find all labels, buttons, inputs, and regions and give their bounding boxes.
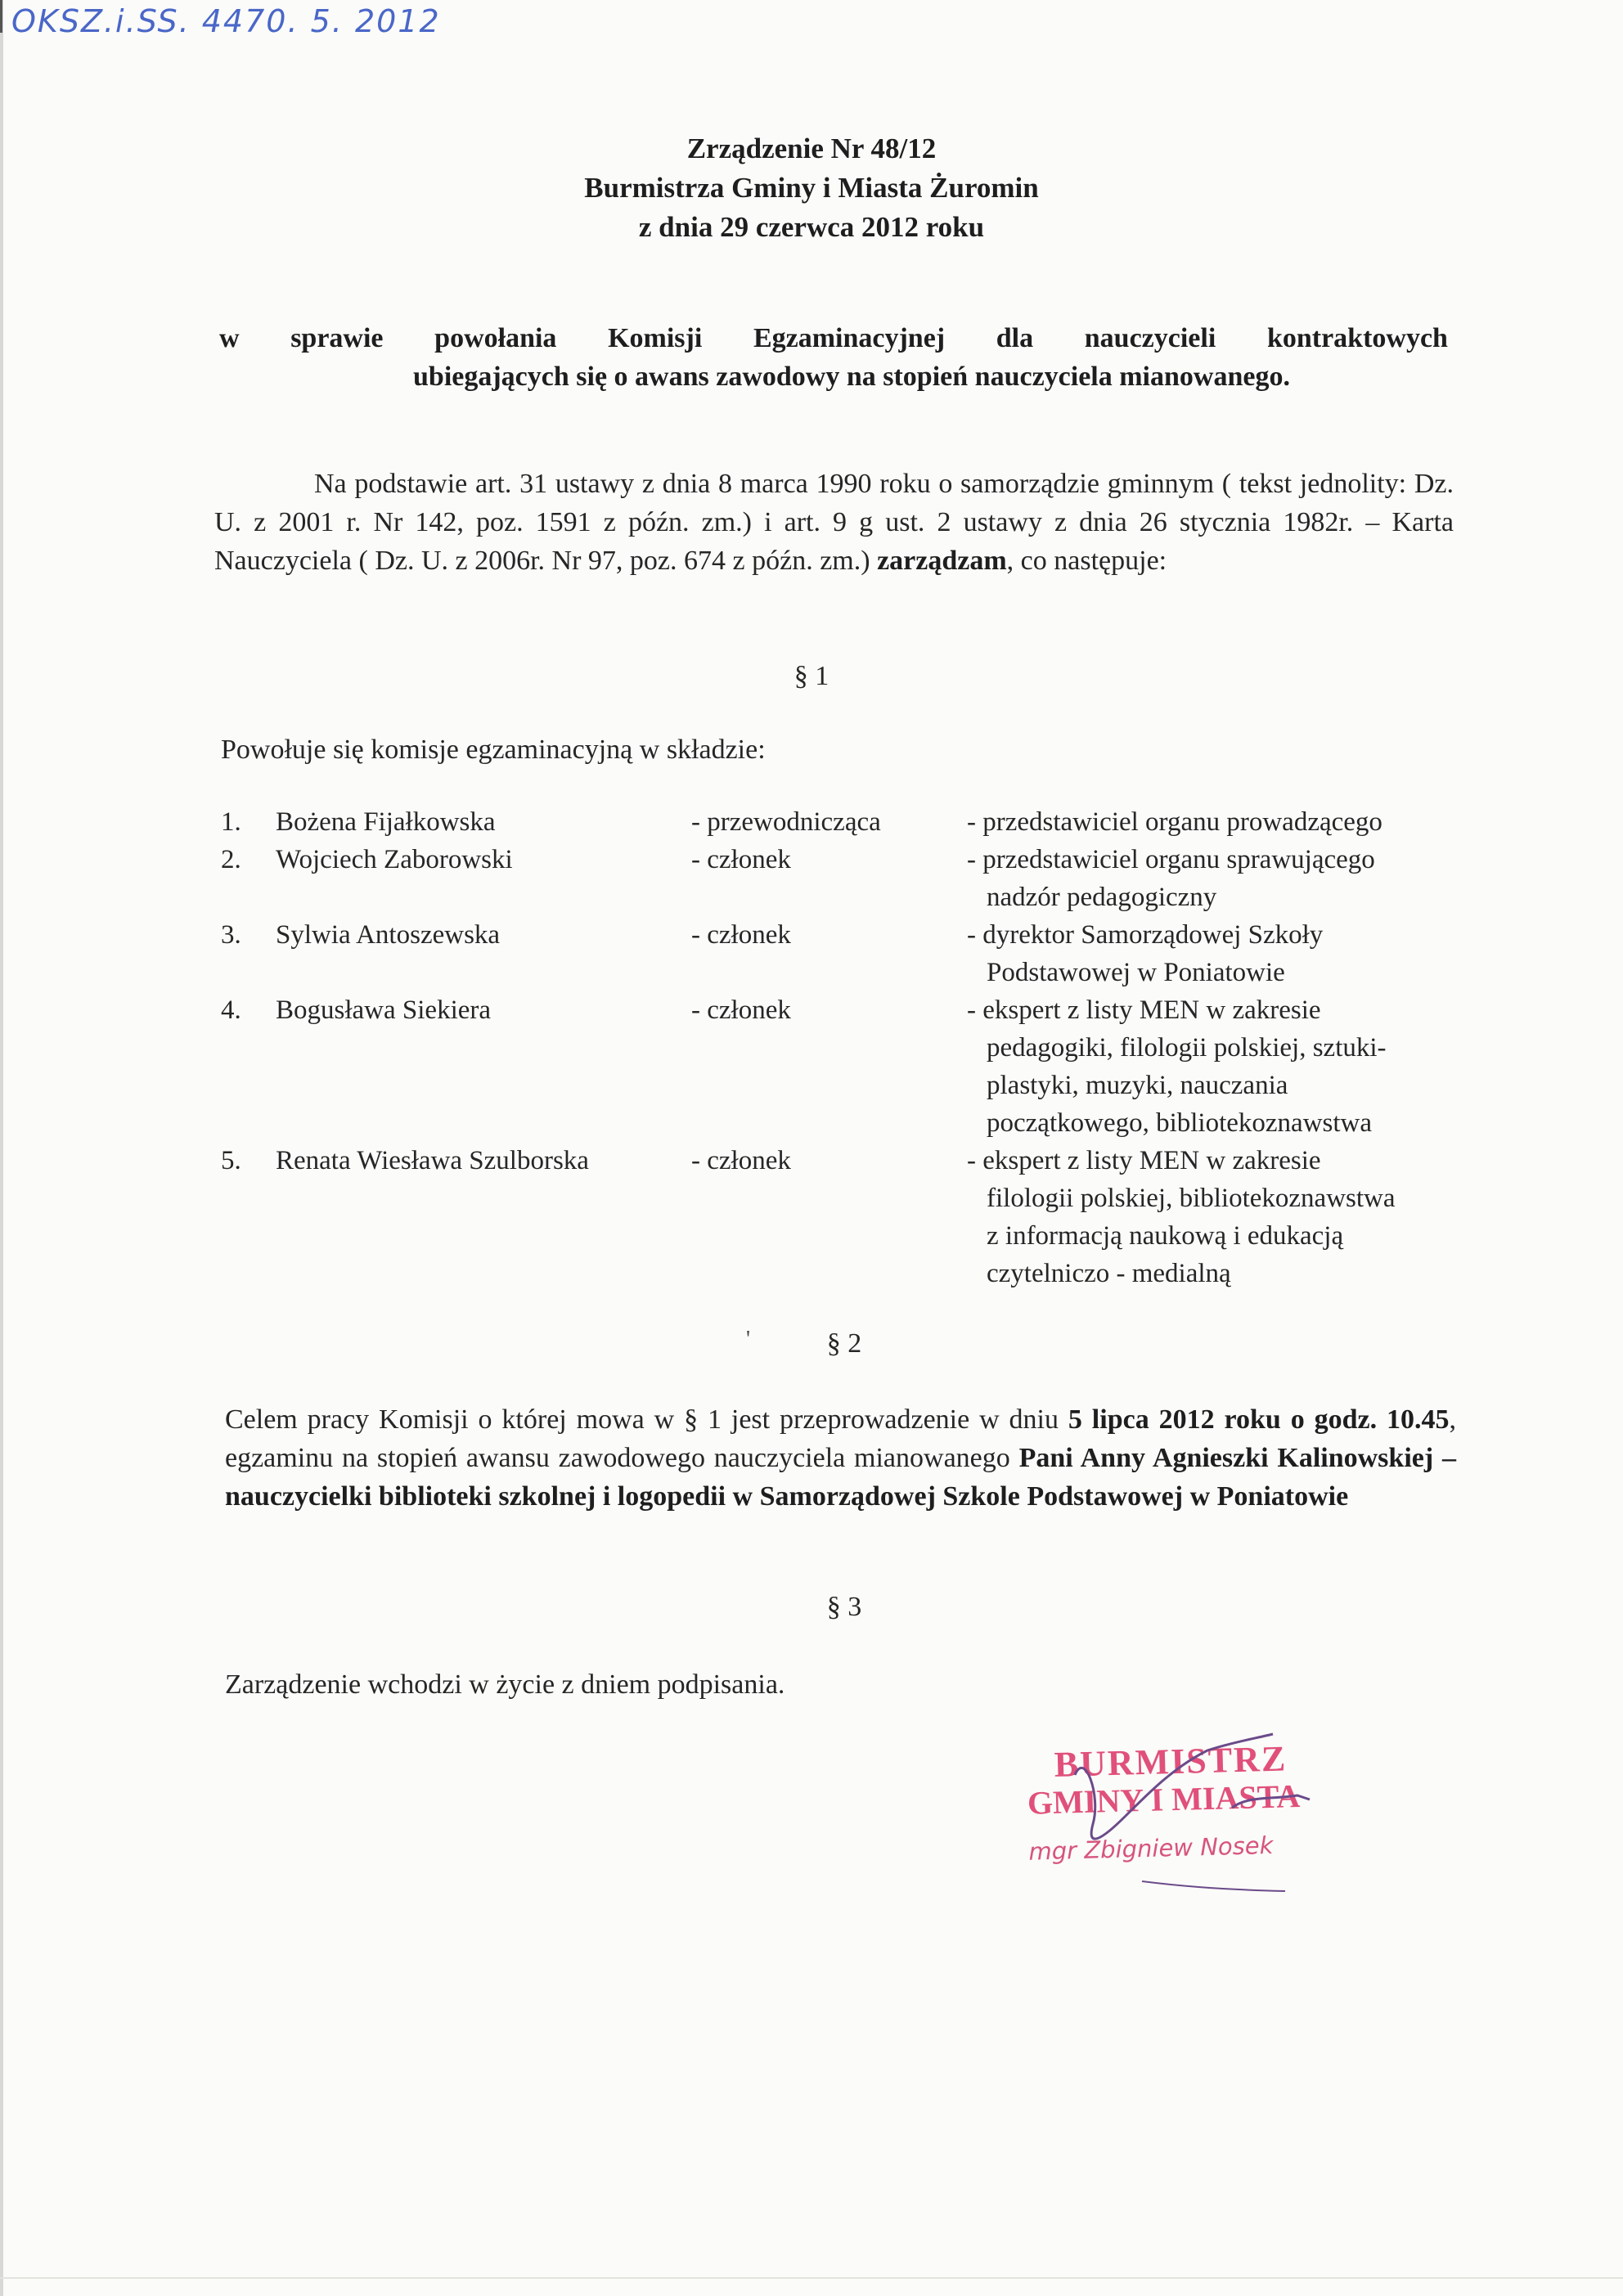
subject-word: dla <box>996 323 1034 353</box>
legal-basis-text: Na podstawie art. 31 ustawy z dnia 8 marca 1990 roku o samorządzie gminnym ( tekst jednolity: Dz. U. z 2001 r. Nr 142, poz. 1591 z późn. zm.) i art. 9 g ust. 2 ustawy z dnia 26 stycznia 1982r. – Karta Nauczyciela ( Dz. U. z 2006r. Nr 97, poz. 674 z późn. zm.) <box>214 469 1454 576</box>
member-row <box>221 841 1513 916</box>
section-2-text-part-1: Celem pracy Komisji o której mowa w § 1 jest przeprowadzenie w dniu <box>225 1404 1068 1435</box>
stamp-line-2: GMINY I MIASTA <box>1027 1777 1301 1822</box>
section-1-intro: Powołuje się komisje egzaminacyjną w składzie: <box>221 735 766 765</box>
decree-rest: , co następuje: <box>1006 546 1167 576</box>
member-row <box>221 803 1513 841</box>
section-2-text-part-2: , egzaminu na stopień awansu zawodowego nauczyciela mianowanego <box>225 1404 1457 1473</box>
subject-word: w <box>219 323 240 353</box>
section-3-heading: § 3 <box>826 1592 862 1622</box>
member-description-line: z informacją naukową i edukacją <box>987 1221 1344 1251</box>
member-description <box>967 916 1513 991</box>
scan-edge <box>0 0 3 2296</box>
subject-word: kontraktowych <box>1266 323 1448 353</box>
section-2-heading: § 2 <box>826 1328 862 1359</box>
member-role: - członek <box>691 845 791 874</box>
member-name: Renata Wiesława Szulborska <box>276 1146 589 1175</box>
member-name: Bogusława Siekiera <box>276 995 492 1025</box>
member-row <box>221 916 1513 991</box>
scan-edge-bottom <box>0 2277 1623 2279</box>
subject-line-1 <box>219 319 1448 357</box>
candidate-info: Pani Anny Agnieszki Kalinowskiej – nauczycielki biblioteki szkolnej i logopedii w Samorządowej Szkole Podstawowej w Poniatowie <box>225 1443 1456 1512</box>
member-number: 3. <box>221 920 241 950</box>
member-description <box>967 991 1513 1142</box>
handwritten-signature <box>1027 1718 1322 1898</box>
handwritten-reference-number: OKSZ.i.SS. 4470. 5. 2012 <box>11 3 441 39</box>
member-row <box>221 1142 1513 1292</box>
subject-word: sprawie <box>290 323 384 353</box>
member-description <box>967 803 1513 841</box>
member-description-line: pedagogiki, filologii polskiej, sztuki- <box>987 1033 1387 1063</box>
member-role: - przewodnicząca <box>691 807 881 837</box>
member-number: 1. <box>221 807 241 837</box>
member-role: - członek <box>691 995 791 1025</box>
subject-word: Komisji <box>608 323 703 353</box>
subject-line-2: ubiegających się o awans zawodowy na stopień nauczyciela mianowanego. <box>413 362 1290 392</box>
member-description-line: - ekspert z listy MEN w zakresie <box>967 995 1321 1025</box>
subject-word: Egzaminacyjnej <box>753 323 946 353</box>
member-role: - członek <box>691 920 791 950</box>
committee-members-list <box>221 803 1513 1292</box>
member-name: Bożena Fijałkowska <box>276 807 496 837</box>
member-description-line: czytelniczo - medialną <box>987 1259 1231 1288</box>
title-line-1: Zrządzenie Nr 48/12 <box>686 133 937 164</box>
subject-word: powołania <box>434 323 557 353</box>
stamp-line-3: mgr Zbigniew Nosek <box>1028 1831 1274 1866</box>
exam-date: 5 lipca 2012 roku o godz. 10.45 <box>1068 1404 1450 1435</box>
member-role: - członek <box>691 1146 791 1175</box>
stray-mark: ' <box>746 1327 751 1352</box>
section-1-heading: § 1 <box>794 661 829 691</box>
member-number: 2. <box>221 845 241 874</box>
member-description-line: - przedstawiciel organu prowadzącego <box>967 807 1382 837</box>
member-description-line: plastyki, muzyki, nauczania <box>987 1071 1288 1100</box>
section-3-text: Zarządzenie wchodzi w życie z dniem podpisania. <box>225 1669 785 1700</box>
subject-block <box>219 319 1448 396</box>
document-title <box>0 129 1623 247</box>
legal-basis-paragraph <box>214 465 1454 580</box>
title-line-2: Burmistrza Gminy i Miasta Żuromin <box>584 172 1039 204</box>
member-description-line: - przedstawiciel organu sprawującego <box>967 845 1375 874</box>
decree-word: zarządzam <box>877 546 1007 576</box>
subject-word: nauczycieli <box>1084 323 1216 353</box>
member-description-line: początkowego, bibliotekoznawstwa <box>987 1108 1373 1138</box>
member-description-line: - ekspert z listy MEN w zakresie <box>967 1146 1321 1175</box>
member-number: 5. <box>221 1146 241 1175</box>
member-number: 4. <box>221 995 241 1025</box>
member-description-line: nadzór pedagogiczny <box>987 883 1217 912</box>
member-description <box>967 841 1513 916</box>
member-description <box>967 1142 1513 1292</box>
member-row <box>221 991 1513 1142</box>
section-2-paragraph <box>225 1400 1456 1516</box>
member-name: Wojciech Zaborowski <box>276 845 513 874</box>
member-description-line: Podstawowej w Poniatowie <box>987 958 1285 987</box>
title-line-3: z dnia 29 czerwca 2012 roku <box>638 211 985 243</box>
member-description-line: filologii polskiej, bibliotekoznawstwa <box>987 1184 1396 1213</box>
scan-mark <box>0 0 2 33</box>
stamp-line-1: BURMISTRZ <box>1054 1738 1288 1785</box>
member-description-line: - dyrektor Samorządowej Szkoły <box>967 920 1324 950</box>
member-name: Sylwia Antoszewska <box>276 920 501 950</box>
